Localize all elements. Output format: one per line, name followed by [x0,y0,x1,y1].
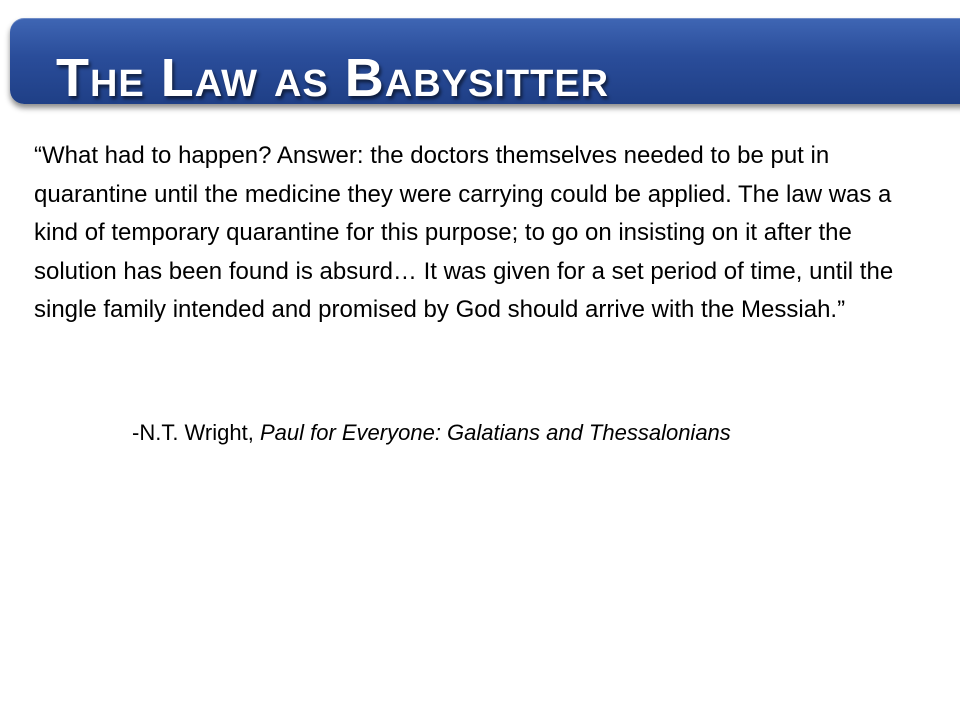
quote-text: “What had to happen? Answer: the doctors themselves needed to be put in quarantine until the medicine they were carrying could be applied. The law was a kind of temporary quarantine for this purpose; to go on insisting on it after the solution has been found is absurd… It was given for a set period of time, until the single family intended and promised by God should arrive with the Messiah.” [34,142,894,323]
attribution [132,418,942,448]
attribution-author: -N.T. Wright, [132,420,254,445]
slide-title: The Law as Babysitter [56,48,610,108]
title-bar [10,18,960,108]
attribution-book-title: Paul for Everyone: Galatians and Thessalonians [259,420,731,445]
